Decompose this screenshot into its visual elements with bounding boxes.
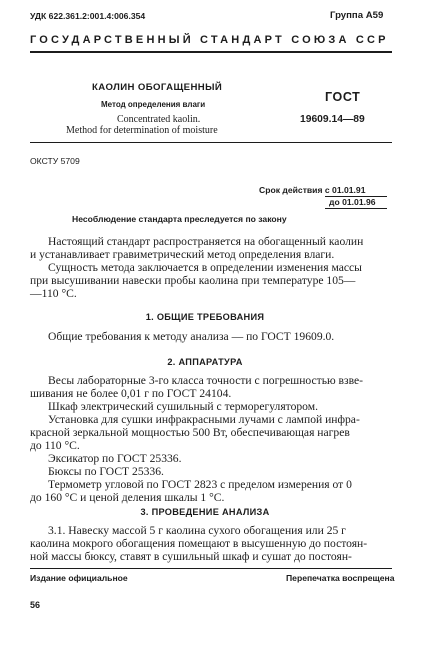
section-2-text — [30, 374, 380, 504]
validity-end-underline — [325, 208, 387, 209]
legal-notice: Несоблюдение стандарта преследуется по закону — [72, 214, 287, 224]
section-3-heading: 3. ПРОВЕДЕНИЕ АНАЛИЗА — [140, 507, 270, 517]
okstu-code: ОКСТУ 5709 — [30, 156, 80, 166]
apparatus-line: Термометр угловой по ГОСТ 2823 с пределом измерения от 0 — [48, 478, 352, 491]
procedure-line: ной массы бюксу, ставят в сушильный шкаф и сушат до постоян- — [30, 550, 352, 563]
title-block-rule — [30, 142, 392, 143]
apparatus-line: Эксикатор по ГОСТ 25336. — [48, 452, 182, 465]
subtitle-en: Method for determination of moisture — [66, 125, 218, 136]
gost-number: 19609.14—89 — [300, 114, 365, 125]
apparatus-line: шивания не более 0,01 г по ГОСТ 24104. — [30, 387, 232, 400]
title-en: Concentrated kaolin. — [117, 114, 201, 125]
udk-code: УДК 622.361.2:001.4:006.354 — [30, 11, 146, 21]
intro-line: Сущность метода заключается в определении изменения массы — [48, 261, 362, 274]
footer-rule — [30, 568, 392, 569]
subtitle-ru: Метод определения влаги — [101, 100, 206, 109]
section-1-heading: 1. ОБЩИЕ ТРЕБОВАНИЯ — [145, 312, 265, 322]
validity-start: Срок действия с 01.01.91 — [259, 185, 366, 195]
apparatus-line: до 160 °С и ценой деления шкалы 1 °С. — [30, 491, 225, 504]
apparatus-line: Установка для сушки инфракрасными лучами с лампой инфра- — [48, 413, 360, 426]
banner-rule — [30, 51, 392, 53]
apparatus-line: Весы лабораторные 3-го класса точности с погрешностью взве- — [48, 374, 364, 387]
standard-banner: ГОСУДАРСТВЕННЫЙ СТАНДАРТ СОЮЗА ССР — [30, 34, 389, 46]
procedure-line: каолина мокрого обогащения помещают в высушенную до постоян- — [30, 537, 368, 550]
title-ru: КАОЛИН ОБОГАЩЕННЫЙ — [92, 82, 223, 93]
apparatus-line: красной зеркальной мощностью 500 Вт, обеспечивающая нагрев — [30, 426, 350, 439]
intro-line: —110 °С. — [30, 287, 77, 300]
gost-label: ГОСТ — [325, 90, 361, 104]
apparatus-line: Шкаф электрический сушильный с терморегулятором. — [48, 400, 318, 413]
intro-line: Настоящий стандарт распространяется на обогащенный каолин — [48, 235, 364, 248]
validity-end: до 01.01.96 — [329, 197, 376, 207]
intro-line: при высушивании навески пробы каолина при температуре 105— — [30, 274, 356, 287]
footer-official-edition: Издание официальное — [30, 573, 128, 583]
footer-reprint-notice: Перепечатка воспрещена — [286, 573, 395, 583]
section-1-text — [30, 330, 380, 343]
intro-line: и устанавливает гравиметрический метод определения влаги. — [30, 248, 335, 261]
procedure-line: 3.1. Навеску массой 5 г каолина сухого обогащения или 25 г — [48, 524, 346, 537]
apparatus-line: до 110 °С. — [30, 439, 80, 452]
section-3-text — [30, 524, 380, 563]
section-2-heading: 2. АППАРАТУРА — [167, 357, 243, 367]
apparatus-line: Бюксы по ГОСТ 25336. — [48, 465, 164, 478]
intro-paragraph — [30, 235, 380, 300]
group-code: Группа А59 — [330, 10, 384, 21]
page-number: 56 — [30, 600, 41, 610]
section-1-line: Общие требования к методу анализа — по ГОСТ 19609.0. — [48, 330, 335, 343]
